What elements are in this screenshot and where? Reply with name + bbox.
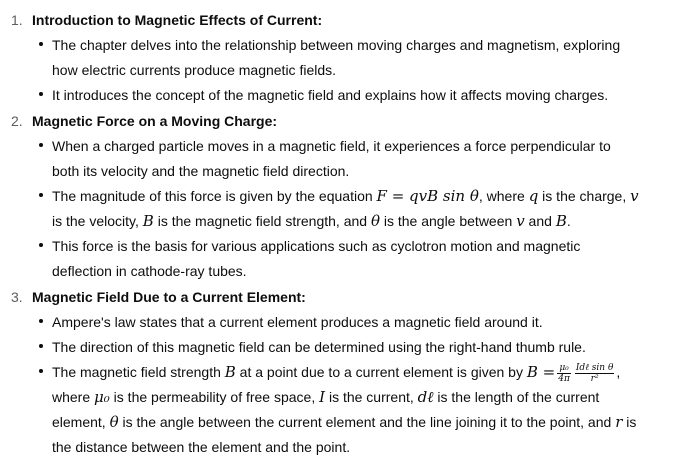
bullet-text	[52, 387, 599, 407]
math-q: q	[528, 187, 539, 205]
section-title: Introduction to Magnetic Effects of Current:	[32, 12, 323, 28]
bullet-text: The direction of this magnetic field can be determined using the right-hand thumb rule.	[52, 339, 586, 355]
text-run: .	[566, 213, 571, 229]
math-mu0: μ₀	[94, 388, 110, 406]
equation-force: F = qvB sin θ	[376, 187, 479, 205]
math-r: r	[615, 413, 623, 431]
section-number: 2.	[11, 113, 23, 129]
bullet-dot	[39, 243, 43, 247]
bullet-dot	[39, 193, 43, 197]
math-v: v	[630, 187, 639, 205]
section-number: 3.	[11, 289, 23, 305]
bullet-text	[52, 362, 620, 384]
bullet-text	[52, 186, 639, 206]
text-run: where	[52, 389, 95, 405]
text-run: , where	[478, 188, 529, 204]
fraction-mu0-4pi	[557, 363, 571, 384]
math-B: B	[555, 212, 567, 230]
text-run: at a point due to a current element is given by	[235, 364, 527, 380]
math-I: I	[319, 388, 326, 406]
text-run: is the length of the current	[433, 389, 600, 405]
math-B: B	[224, 363, 236, 381]
fraction-idl-sin	[575, 363, 615, 384]
text-run: is	[622, 414, 637, 430]
text-run: element,	[52, 414, 110, 430]
bullet-dot	[39, 92, 43, 96]
equation-biot-savart-lhs: B =	[526, 363, 556, 381]
fraction-numerator: Idℓ sin θ	[575, 362, 614, 373]
bullet-text	[52, 412, 636, 432]
bullet-text: both its velocity and the magnetic field direction.	[52, 163, 350, 179]
text-run: is the angle between	[379, 213, 517, 229]
text-run: The magnetic field strength	[52, 364, 225, 380]
text-run: The magnitude of this force is given by the equation	[52, 188, 377, 204]
bullet-dot	[39, 369, 43, 373]
bullet-dot	[39, 143, 43, 147]
bullet-dot	[39, 42, 43, 46]
bullet-text: This force is the basis for various applications such as cyclotron motion and magnetic	[52, 238, 581, 254]
bullet-text: how electric currents produce magnetic fields.	[52, 62, 337, 78]
fraction-denominator: 4π	[558, 373, 570, 384]
section-title: Magnetic Field Due to a Current Element:	[32, 289, 306, 305]
text-run: is the permeability of free space,	[109, 389, 320, 405]
bullet-dot	[39, 344, 43, 348]
section-number: 1.	[11, 12, 23, 28]
bullet-dot	[39, 319, 43, 323]
bullet-text	[52, 211, 571, 231]
bullet-text: the distance between the element and the point.	[52, 439, 351, 455]
text-run: is the angle between the current element and the line joining it to the point, and	[118, 414, 616, 430]
text-run: is the charge,	[538, 188, 631, 204]
fraction-numerator: μ₀	[557, 363, 571, 374]
text-run: and	[524, 213, 556, 229]
math-v: v	[516, 212, 525, 230]
math-B: B	[142, 212, 154, 230]
text-run: is the velocity,	[52, 213, 143, 229]
bullet-text: deflection in cathode-ray tubes.	[52, 263, 247, 279]
bullet-text: Ampere's law states that a current element produces a magnetic field around it.	[52, 314, 543, 330]
text-run: is the magnetic field strength, and	[153, 213, 371, 229]
math-dl: dℓ	[417, 388, 434, 406]
bullet-text: It introduces the concept of the magnetic field and explains how it affects moving charges.	[52, 87, 609, 103]
section-title: Magnetic Force on a Moving Charge:	[32, 113, 278, 129]
math-theta: θ	[370, 212, 380, 230]
math-theta: θ	[109, 413, 119, 431]
fraction-denominator: r²	[590, 373, 599, 384]
bullet-text: The chapter delves into the relationship between moving charges and magnetism, exploring	[52, 37, 621, 53]
text-run: ,	[616, 364, 621, 380]
text-run: is the current,	[325, 389, 418, 405]
bullet-text: When a charged particle moves in a magnetic field, it experiences a force perpendicular to	[52, 138, 611, 154]
